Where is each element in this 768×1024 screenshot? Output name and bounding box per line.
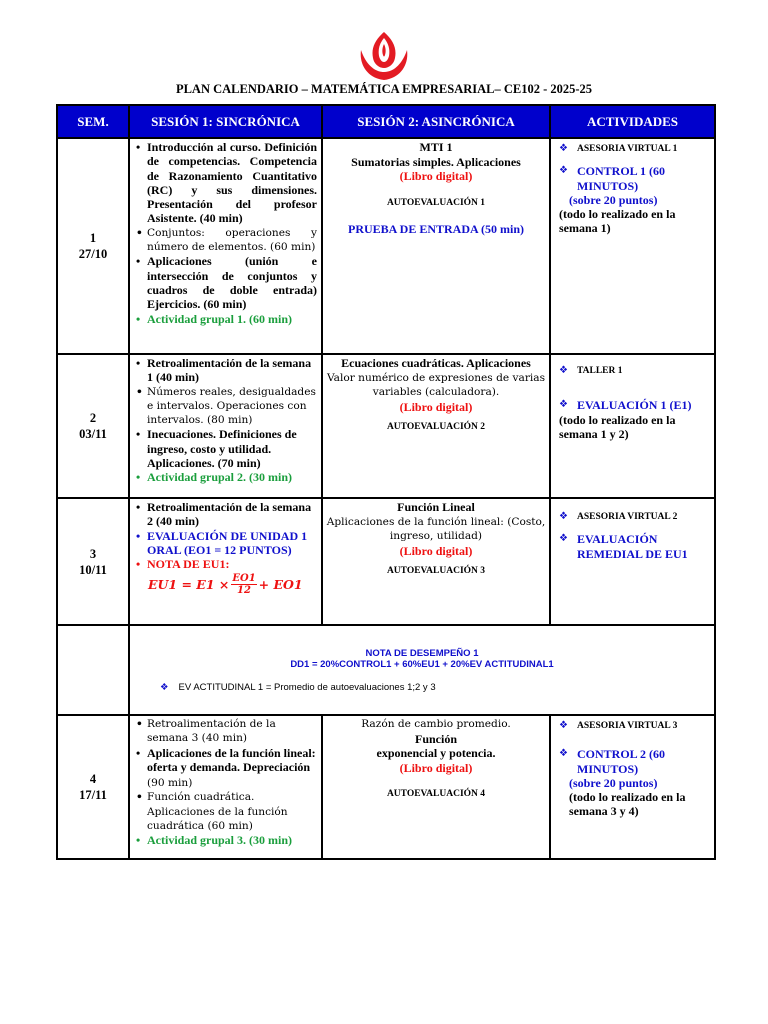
- activity-item: CONTROL 1 (60 MINUTOS): [577, 164, 666, 193]
- formula-rhs: + EO1: [258, 577, 303, 593]
- table-row-note: [57, 625, 715, 715]
- week-cell: [57, 715, 129, 859]
- diamond-bullet-icon: ❖: [559, 399, 568, 411]
- session2-cell: [322, 354, 550, 498]
- session2-title: MTI 1: [419, 140, 453, 154]
- week-number: 4: [89, 772, 97, 786]
- self-evaluation: AUTOEVALUACIÓN 2: [386, 422, 486, 432]
- session1-cell: [129, 138, 322, 354]
- group-activity: • Actividad grupal 1. (60 min): [134, 312, 317, 326]
- empty-sem-cell: [57, 625, 129, 715]
- header-activities: ACTIVIDADES: [550, 105, 715, 138]
- session2-desc: Valor numérico de expresiones de varias variables (calculadora).: [326, 371, 546, 398]
- diamond-bullet-icon: ❖: [559, 165, 568, 177]
- activities-cell: [550, 715, 715, 859]
- header-session2: SESIÓN 2: ASINCRÓNICA: [322, 105, 550, 138]
- activity-item: TALLER 1: [577, 366, 623, 376]
- week-date: 10/11: [79, 562, 107, 577]
- topic-item: • Retroalimentación de la semana 1 (40 min): [134, 356, 317, 385]
- topic-item: • Conjuntos: operaciones y número de elementos. (60 min): [134, 226, 317, 255]
- topic-item: • Retroalimentación de la semana 3 (40 min): [134, 717, 317, 746]
- activities-cell: [550, 498, 715, 625]
- activity-item: ASESORIA VIRTUAL 3: [577, 721, 678, 731]
- fraction-denominator: 12: [237, 585, 251, 597]
- digital-book: (Libro digital): [399, 399, 473, 414]
- note-formula: DD1 = 20%CONTROL1 + 60%EU1 + 20%EV ACTITUDINAL1: [290, 658, 554, 670]
- note-ev-text: EV ACTITUDINAL 1 = Promedio de autoevaluaciones 1;2 y 3: [178, 681, 436, 693]
- diamond-bullet-icon: ❖: [559, 533, 568, 545]
- session2-topic: Sumatorias simples. Aplicaciones: [351, 154, 521, 169]
- activity-note: (todo lo realizado en la semana 1): [559, 207, 676, 236]
- diamond-bullet-icon: ❖: [160, 681, 169, 693]
- university-logo: [353, 28, 415, 90]
- topic-item: • Inecuaciones. Definiciones de ingreso, costo y utilidad. Aplicaciones. (70 min): [134, 427, 317, 470]
- week-cell: [57, 354, 129, 498]
- activity-note: (sobre 20 puntos): [569, 192, 658, 207]
- diamond-bullet-icon: ❖: [559, 143, 568, 154]
- week-date: 03/11: [79, 427, 107, 441]
- digital-book: (Libro digital): [399, 760, 473, 775]
- table-header-row: [57, 105, 715, 138]
- note-ev: [130, 682, 714, 693]
- group-activity: • Actividad grupal 2. (30 min): [134, 470, 317, 484]
- session1-cell: [129, 354, 322, 498]
- topic-item: • NOTA DE EU1:: [134, 557, 317, 571]
- topic-item: • Retroalimentación de la semana 2 (40 min): [134, 500, 317, 529]
- session2-cell: [322, 715, 550, 859]
- topic-item: • EVALUACIÓN DE UNIDAD 1 ORAL (EO1 = 12 PUNTOS): [134, 529, 317, 558]
- activities-cell: [550, 354, 715, 498]
- session2-cell: [322, 498, 550, 625]
- session1-cell: [129, 715, 322, 859]
- self-evaluation: AUTOEVALUACIÓN 3: [386, 566, 486, 576]
- header-session1: SESIÓN 1: SINCRÓNICA: [129, 105, 322, 138]
- topic-item: • Función cuadrática. Aplicaciones de la función cuadrática (60 min): [134, 790, 317, 833]
- activities-cell: [550, 138, 715, 354]
- digital-book: (Libro digital): [399, 169, 473, 183]
- session2-topic: Razón de cambio promedio.: [361, 718, 511, 730]
- activity-note: (todo lo realizado en la semana 1 y 2): [559, 412, 676, 441]
- week-number: 1: [89, 231, 97, 245]
- activity-item: ASESORIA VIRTUAL 1: [577, 144, 678, 154]
- session2-title: Función Lineal: [397, 500, 475, 514]
- fraction-numerator: EO1: [232, 573, 256, 585]
- week-number: 2: [89, 411, 97, 425]
- self-evaluation: AUTOEVALUACIÓN 4: [386, 789, 486, 799]
- diamond-bullet-icon: ❖: [559, 720, 568, 731]
- week-cell: [57, 498, 129, 625]
- week-cell: [57, 138, 129, 354]
- topic-item: • Aplicaciones (unión e intersección de conjuntos y cuadros de doble entrada) Ejercicios. (60 min): [134, 254, 317, 311]
- activity-note: (todo lo realizado en la semana 3 y 4): [569, 790, 686, 819]
- activity-item: EVALUACIÓN 1 (E1): [577, 398, 692, 413]
- performance-note-cell: [129, 625, 715, 715]
- activity-item: CONTROL 2 (60 MINUTOS): [577, 747, 666, 776]
- table-row-week3: [57, 498, 715, 625]
- activity-item: ASESORIA VIRTUAL 2: [577, 512, 678, 522]
- formula-fraction: [231, 573, 256, 596]
- table-row-week4: [57, 715, 715, 859]
- table-row-week1: [57, 138, 715, 354]
- note-title: NOTA DE DESEMPEÑO 1: [365, 647, 479, 659]
- diamond-bullet-icon: ❖: [559, 365, 568, 376]
- week-date: 17/11: [79, 788, 107, 802]
- header-sem: SEM.: [57, 105, 129, 138]
- week-number: 3: [89, 546, 97, 561]
- session2-desc: Aplicaciones de la función lineal: (Costo, ingreso, utilidad): [326, 515, 546, 542]
- topic-item: • Aplicaciones de la función lineal: oferta y demanda. Depreciación (90 min): [134, 746, 317, 791]
- week-date: 27/10: [78, 247, 108, 261]
- formula-lhs: EU1 = E1 ×: [148, 577, 230, 593]
- session2-topic: Ecuaciones cuadráticas. Aplicaciones: [341, 356, 531, 370]
- session2-fn: Función: [414, 731, 457, 746]
- activity-item: EVALUACIÓN REMEDIAL DE EU1: [577, 532, 688, 561]
- entry-test: PRUEBA DE ENTRADA (50 min): [347, 222, 524, 236]
- diamond-bullet-icon: ❖: [559, 511, 568, 522]
- document-title: PLAN CALENDARIO – MATEMÁTICA EMPRESARIAL– CE102 - 2025-25: [175, 82, 593, 96]
- session2-cell: [322, 138, 550, 354]
- self-evaluation: AUTOEVALUACIÓN 1: [386, 197, 486, 208]
- diamond-bullet-icon: ❖: [559, 748, 568, 760]
- calendar-table: [56, 104, 716, 860]
- topic-item: • Números reales, desigualdades e intervalos. Operaciones con intervalos. (80 min): [134, 385, 317, 428]
- digital-book: (Libro digital): [399, 543, 473, 558]
- session2-fn2: exponencial y potencia.: [376, 746, 496, 760]
- group-activity: • Actividad grupal 3. (30 min): [134, 833, 317, 847]
- table-row-week2: [57, 354, 715, 498]
- topic-item: • Introducción al curso. Definición de competencias. Competencia de Razonamiento Cuantitativo (RC) y sus dimensiones. Presentación del profesor Asistente. (40 min): [134, 140, 317, 226]
- eu1-formula: [130, 573, 321, 596]
- session1-cell: [129, 498, 322, 625]
- activity-note: (sobre 20 puntos): [569, 775, 658, 790]
